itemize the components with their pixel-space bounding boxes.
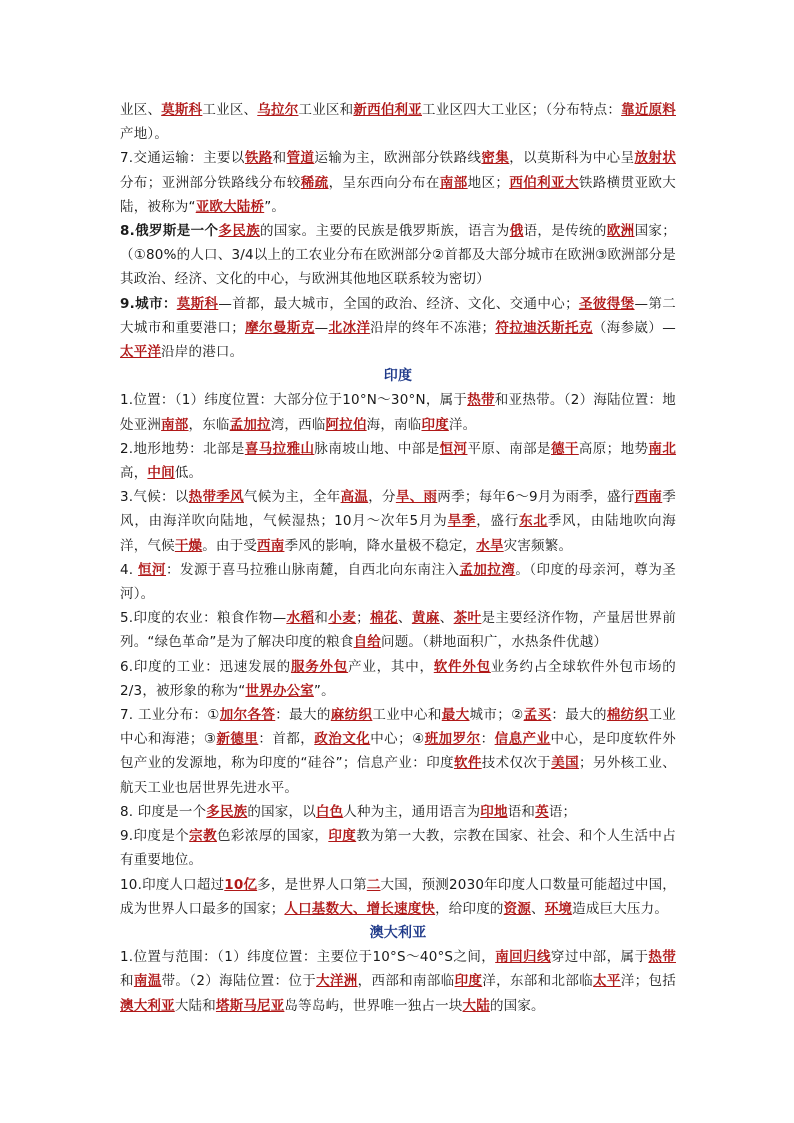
keyword-text: 高温 <box>340 489 369 506</box>
body-text: 问题。（耕地面积广，水热条件优越） <box>381 634 608 651</box>
keyword-text: 密集 <box>481 150 510 167</box>
keyword-text: 麻纺织 <box>330 707 373 724</box>
body-text: ，西部和南部临 <box>357 973 455 990</box>
paragraph <box>120 558 676 606</box>
keyword-text: 恒河 <box>439 440 468 457</box>
body-text: 。（印度的母亲河，尊为圣河）。 <box>120 561 676 603</box>
body-text: 地区； <box>467 174 510 191</box>
body-text: 分布；亚洲部分铁路线分布较 <box>120 174 301 191</box>
keyword-text: 东北 <box>519 513 548 530</box>
keyword-text: 南北 <box>648 440 677 457</box>
keyword-text: 西南 <box>257 537 285 554</box>
paragraph <box>120 437 676 485</box>
body-text: 是主要经济作物，产量居世界前列。“绿色革命”是为了解决印度的粮食 <box>120 610 677 651</box>
keyword-text: 英 <box>535 803 549 820</box>
body-text: 低。 <box>174 465 203 482</box>
body-text: 高原；地势 <box>578 440 649 457</box>
paragraph <box>120 945 676 1018</box>
body-text: 铁路横贯亚欧大陆，被称为“ <box>120 174 676 215</box>
keyword-text: 白色 <box>315 803 344 820</box>
keyword-text: 中间 <box>147 465 175 482</box>
body-text: 城市；② <box>469 707 524 724</box>
keyword-text: 阿拉伯 <box>325 416 367 433</box>
paragraph <box>120 98 676 146</box>
keyword-text: 美国 <box>551 755 579 772</box>
body-text: ，给印度的 <box>435 900 504 917</box>
keyword-text: 软件外包 <box>433 658 491 675</box>
keyword-text: 南温 <box>133 973 162 990</box>
paragraph <box>120 606 676 654</box>
keyword-text: 印度 <box>454 973 483 990</box>
keyword-text: 南部 <box>161 416 189 433</box>
keyword-text: 资源 <box>503 900 532 917</box>
body-text: 气候为主，全年 <box>243 489 341 506</box>
body-text: 1.位置：（1）纬度位置：大部分位于10°N～30°N，属于 <box>120 392 468 409</box>
body-text: 5.印度的农业：粮食作物— <box>120 610 287 627</box>
body-text: 穿过中部，属于 <box>550 949 649 966</box>
keyword-text: 世界办公室 <box>245 682 314 699</box>
body-text: 脉南坡山地、中部是 <box>314 440 440 457</box>
body-text: —第二大城市和重要港口； <box>120 295 676 336</box>
body-text: ”。 <box>264 198 286 215</box>
body-text: ：最大的 <box>275 707 331 724</box>
keyword-text: 塔斯马尼亚 <box>215 997 285 1014</box>
keyword-text: 喜马拉雅山 <box>244 440 315 457</box>
keyword-text: 西伯利亚大 <box>509 174 579 191</box>
body-text: ； <box>356 610 370 627</box>
body-text: 语； <box>548 803 577 820</box>
body-text: 季风，由陆地吹向海洋，气候 <box>120 513 677 554</box>
keyword-text: 符拉迪沃斯托克 <box>495 319 593 336</box>
body-text: 业区、 <box>120 102 162 118</box>
body-text: 。由于受 <box>202 537 258 554</box>
body-text: 教为第一大教，宗教在国家、社会、和个人生活中占有重要地位。 <box>120 828 676 869</box>
body-text: 产业，其中， <box>348 658 434 675</box>
body-text: ：最大的 <box>551 707 607 724</box>
keyword-text: 放射状 <box>634 150 677 167</box>
body-text: ；另外核工业、航天工业也居世界先进水平。 <box>120 755 676 796</box>
body-text: 平原、南部是 <box>467 440 551 457</box>
paragraph <box>120 800 676 824</box>
paragraph <box>120 388 676 436</box>
body-text: 工业中心和海港；③ <box>120 707 677 748</box>
keyword-text: 铁路 <box>244 150 273 167</box>
keyword-text: 水旱 <box>476 537 504 554</box>
body-text: 业务约占全球软件外包市场的2/3，被形象的称为“ <box>120 658 676 699</box>
body-text: 10.印度人口超过 <box>120 876 225 893</box>
keyword-text: 管道 <box>286 150 315 167</box>
keyword-text: 新西伯利亚 <box>353 102 422 118</box>
body-text: 语，是传统的 <box>523 223 607 240</box>
keyword-text: 黄麻 <box>411 610 440 627</box>
body-text: 6.印度的工业：迅速发展的 <box>120 658 291 675</box>
body-text: ，盛行 <box>476 513 520 530</box>
body-text: 和 <box>314 610 329 627</box>
body-text: 产地）。 <box>120 126 169 143</box>
keyword-text: 靠近原料 <box>621 102 676 118</box>
body-text: 高， <box>120 465 148 482</box>
body-text: ： <box>480 731 495 748</box>
keyword-text: 环境 <box>544 900 573 917</box>
body-text: 运输为主，欧洲部分铁路线 <box>314 150 482 167</box>
keyword-text: 茶叶 <box>453 610 482 627</box>
body-text: ：发源于喜马拉雅山脉南麓，自西北向东南注入 <box>166 561 460 578</box>
keyword-text: 大洋洲 <box>316 973 358 990</box>
keyword-text: 俄 <box>509 223 524 240</box>
keyword-text: 多民族 <box>206 803 248 820</box>
body-text: 洋；包括 <box>620 973 676 990</box>
paragraph <box>120 824 676 872</box>
body-text: 1.位置与范围：（1）纬度位置：主要位于10°S～40°S之间， <box>120 949 496 966</box>
body-text: 带。（2）海陆位置：位于 <box>161 973 317 990</box>
keyword-text: 服务外包 <box>290 658 349 675</box>
keyword-text: 印地 <box>480 803 508 820</box>
keyword-text: 旱、雨 <box>395 489 438 506</box>
keyword-text: 旱季 <box>447 513 477 530</box>
keyword-text: 最大 <box>441 707 470 724</box>
body-text: ，分 <box>368 489 396 506</box>
keyword-text: 10亿 <box>224 876 258 893</box>
paragraph <box>120 219 676 292</box>
body-text: 人种为主，通用语言为 <box>343 803 481 820</box>
keyword-text: 信息产业 <box>494 731 551 748</box>
keyword-text: 南部 <box>439 174 468 191</box>
body-text: 工业区、 <box>202 102 258 118</box>
keyword-text: 莫斯科 <box>176 295 219 312</box>
keyword-text: 二 <box>366 876 381 893</box>
keyword-text: 稀疏 <box>300 174 329 191</box>
body-text: 国家；（①80%的人口、3/4以上的工农业分布在欧洲部分②首都及大部分城市在欧洲③欧洲部分是其政治、经济、文化的中心，与欧洲其他地区联系较为密切） <box>120 223 677 288</box>
body-text: 海，南临 <box>366 416 422 433</box>
keyword-text: 印度 <box>421 416 449 433</box>
body-text: 湾，西临 <box>270 416 326 433</box>
body-text: ，东临 <box>188 416 230 433</box>
body-text: 9.印度是个 <box>120 828 190 845</box>
body-text: 和 <box>272 150 287 167</box>
body-text: 季风，由海洋吹向陆地，气候湿热；10月～次年5月为 <box>120 489 676 530</box>
section-heading: 澳大利亚 <box>369 924 427 941</box>
body-text: 8.俄罗斯是一个 <box>120 223 219 240</box>
body-text: 和亚热带。（2）海陆位置：地处亚洲 <box>120 392 677 433</box>
keyword-text: 热带季风 <box>188 489 244 506</box>
body-text: 语和 <box>507 803 536 820</box>
keyword-text: 太平 <box>593 973 621 990</box>
keyword-text: 澳大利亚 <box>120 997 175 1014</box>
body-text: 大国，预测2030年印度人口数量可能超过中国，成为世界人口最多的国家； <box>120 876 676 917</box>
keyword-text: 小麦 <box>328 610 357 627</box>
body-text: 工业中心和 <box>372 707 442 724</box>
body-text: 的国家，以 <box>247 803 316 820</box>
keyword-text: 欧洲 <box>606 223 635 240</box>
keyword-text: 热带 <box>467 392 495 409</box>
body-text: 岛等岛屿，世界唯一独占一块 <box>284 997 463 1014</box>
body-text: 的国家。主要的民族是俄罗斯族，语言为 <box>259 223 510 240</box>
keyword-text: 宗教 <box>189 828 217 845</box>
keyword-text: 软件 <box>453 755 482 772</box>
keyword-text: 政治文化 <box>314 731 371 748</box>
keyword-text: 北冰洋 <box>328 319 371 336</box>
paragraph <box>120 485 676 558</box>
keyword-text: 大陆 <box>462 997 490 1014</box>
body-text: 8. 印度是一个 <box>120 803 207 820</box>
document-page <box>120 98 676 1018</box>
paragraph <box>120 703 676 800</box>
keyword-text: 棉花 <box>369 610 398 627</box>
body-text: 4. <box>120 561 139 578</box>
body-text: — <box>314 319 329 336</box>
body-text: 、 <box>531 900 545 917</box>
body-text: 2.地形地势：北部是 <box>120 440 245 457</box>
body-text: 灾害频繁。 <box>503 537 573 554</box>
body-text: 中心，是印度软件外包产业的发源地，称为印度的“硅谷”；信息产业：印度 <box>120 731 676 772</box>
body-text: 两季；每年6～9月为雨季，盛行 <box>437 489 635 506</box>
keyword-text: 南回归线 <box>495 949 551 966</box>
keyword-text: 圣彼得堡 <box>578 295 635 312</box>
body-text: 、 <box>439 610 454 627</box>
keyword-text: 新德里 <box>216 731 259 748</box>
keyword-text: 恒河 <box>138 561 166 578</box>
keyword-text: 亚欧大陆桥 <box>195 198 265 215</box>
body-text: 造成巨大压力。 <box>572 900 669 917</box>
keyword-text: 孟加拉 <box>229 416 271 433</box>
body-text: ”。 <box>313 682 335 699</box>
body-text: 多，是世界人口第 <box>257 876 367 893</box>
body-text: —首都，最大城市，全国的政治、经济、文化、交通中心； <box>218 295 579 312</box>
keyword-text: 热带 <box>648 949 676 966</box>
body-text: 沿岸的终年不冻港； <box>370 319 496 336</box>
keyword-text: 人口基数大、增长速度快 <box>284 900 436 917</box>
keyword-text: 德干 <box>550 440 579 457</box>
body-text: 和 <box>120 973 134 990</box>
paragraph <box>120 873 676 921</box>
body-text: ，以莫斯科为中心呈 <box>509 150 635 167</box>
paragraph <box>120 146 676 219</box>
body-text: 、 <box>397 610 412 627</box>
body-text: 的国家。 <box>489 997 545 1014</box>
keyword-text: 干燥 <box>174 537 203 554</box>
keyword-text: 水稻 <box>286 610 315 627</box>
keyword-text: 印度 <box>328 828 357 845</box>
keyword-text: 莫斯科 <box>161 102 203 118</box>
body-text: 工业区和 <box>298 102 354 118</box>
body-text: 洋，东部和北部临 <box>482 973 594 990</box>
body-text: ，呈东西向分布在 <box>328 174 440 191</box>
body-text: 技术仅次于 <box>481 755 552 772</box>
keyword-text: 摩尔曼斯克 <box>244 319 315 336</box>
body-text: 色彩浓厚的国家， <box>217 828 329 845</box>
body-text: 中心；④ <box>370 731 425 748</box>
body-text: 7. 工业分布：① <box>120 707 220 724</box>
keyword-text: 太平洋 <box>120 344 162 361</box>
body-text: 3.气候：以 <box>120 489 189 506</box>
body-text: （海参崴）— <box>592 319 676 336</box>
body-text: 沿岸的港口。 <box>161 344 244 361</box>
paragraph <box>120 292 676 365</box>
keyword-text: 多民族 <box>218 223 260 240</box>
body-text: 洋。 <box>448 416 477 433</box>
body-text: 大陆和 <box>174 997 216 1014</box>
keyword-text: 班加罗尔 <box>424 731 481 748</box>
keyword-text: 乌拉尔 <box>257 102 299 118</box>
body-text: 7.交通运输：主要以 <box>120 150 245 167</box>
keyword-text: 加尔各答 <box>219 707 276 724</box>
body-text: 9.城市： <box>120 295 177 312</box>
keyword-text: 棉纺织 <box>606 707 649 724</box>
body-text: ：首都， <box>258 731 315 748</box>
keyword-text: 孟加拉湾 <box>459 561 516 578</box>
keyword-text: 孟买 <box>523 707 552 724</box>
body-text: 工业区四大工业区；（分布特点： <box>422 102 622 118</box>
keyword-text: 自给 <box>353 634 381 651</box>
paragraph <box>120 655 676 703</box>
body-text: 季风的影响，降水量极不稳定， <box>284 537 477 554</box>
keyword-text: 西南 <box>634 489 663 506</box>
section-heading: 印度 <box>383 368 413 385</box>
